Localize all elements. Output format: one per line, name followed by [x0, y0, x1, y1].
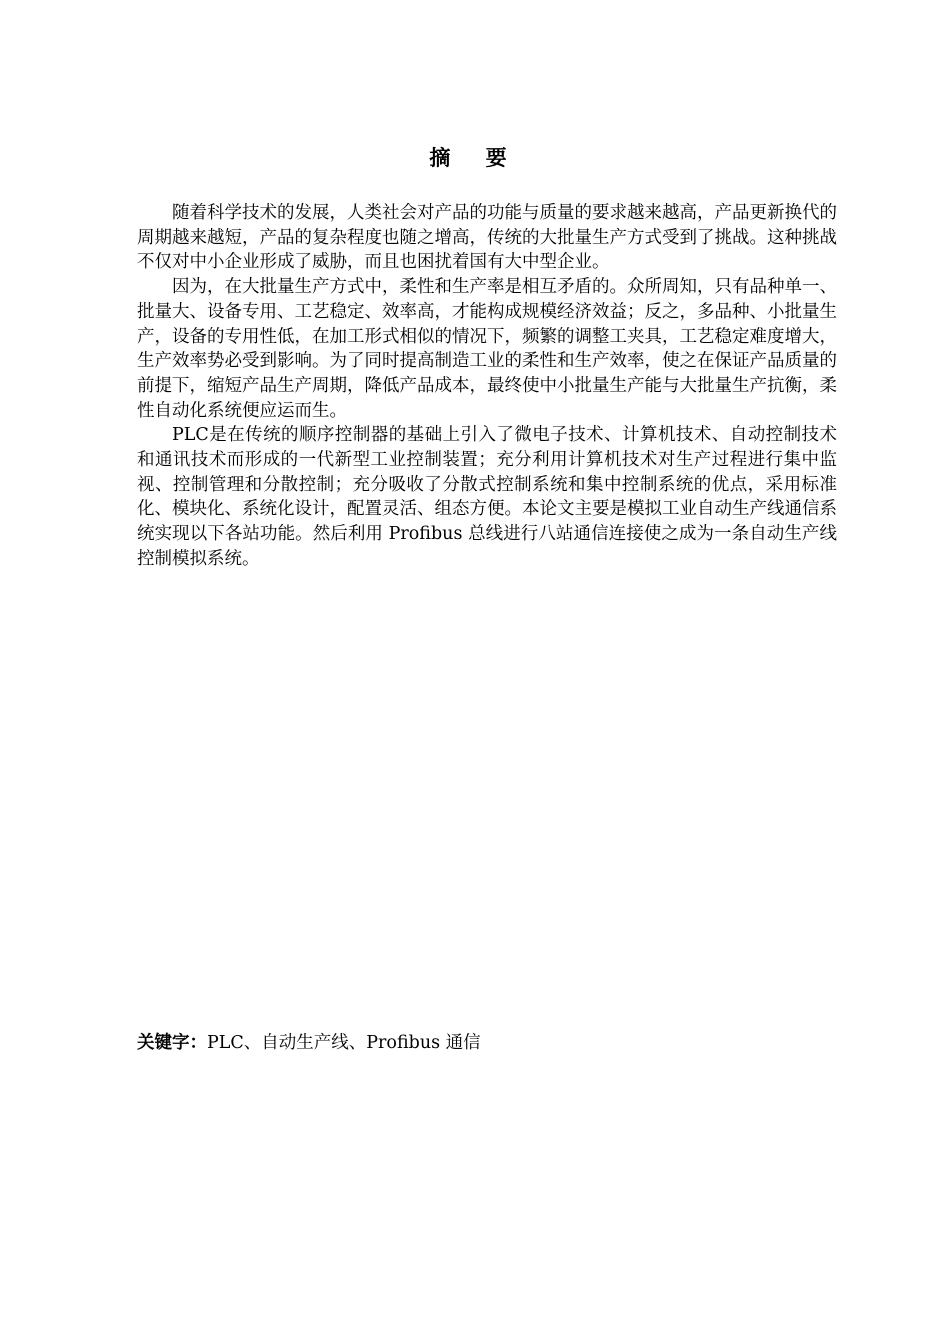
page-title: 摘 要	[429, 145, 521, 170]
keywords-line	[137, 1030, 837, 1056]
abstract-paragraph-1: 随着科学技术的发展，人类社会对产品的功能与质量的要求越来越高，产品更新换代的周期越来越短，产品的复杂程度也随之增高，传统的大批量生产方式受到了挑战。这种挑战不仅对中小企业形成了威胁，而且也困扰着国有大中型企业。	[137, 203, 837, 273]
abstract-paragraph-3: PLC是在传统的顺序控制器的基础上引入了微电子技术、计算机技术、自动控制技术和通讯技术而形成的一代新型工业控制装置；充分利用计算机技术对生产过程进行集中监视、控制管理和分散控制；充分吸收了分散式控制系统和集中控制系统的优点，采用标准化、模块化、系统化设计，配置灵活、组态方便。本论文主要是模拟工业自动生产线通信系统实现以下各站功能。然后利用 Profibus 总线进行八站通信连接使之成为一条自动生产线控制模拟系统。	[137, 425, 837, 569]
keywords-label: 关键字：	[137, 1033, 207, 1053]
abstract-paragraph-2: 因为，在大批量生产方式中，柔性和生产率是相互矛盾的。众所周知，只有品种单一、批量大、设备专用、工艺稳定、效率高，才能构成规模经济效益；反之，多品种、小批量生产，设备的专用性低，在加工形式相似的情况下，频繁的调整工夹具，工艺稳定难度增大，生产效率势必受到影响。为了同时提高制造工业的柔性和生产效率，使之在保证产品质量的前提下，缩短产品生产周期，降低产品成本，最终使中小批量生产能与大批量生产抗衡，柔性自动化系统便应运而生。	[137, 277, 837, 421]
abstract-body	[137, 201, 837, 572]
keywords-value: PLC、自动生产线、Profibus 通信	[207, 1033, 481, 1053]
